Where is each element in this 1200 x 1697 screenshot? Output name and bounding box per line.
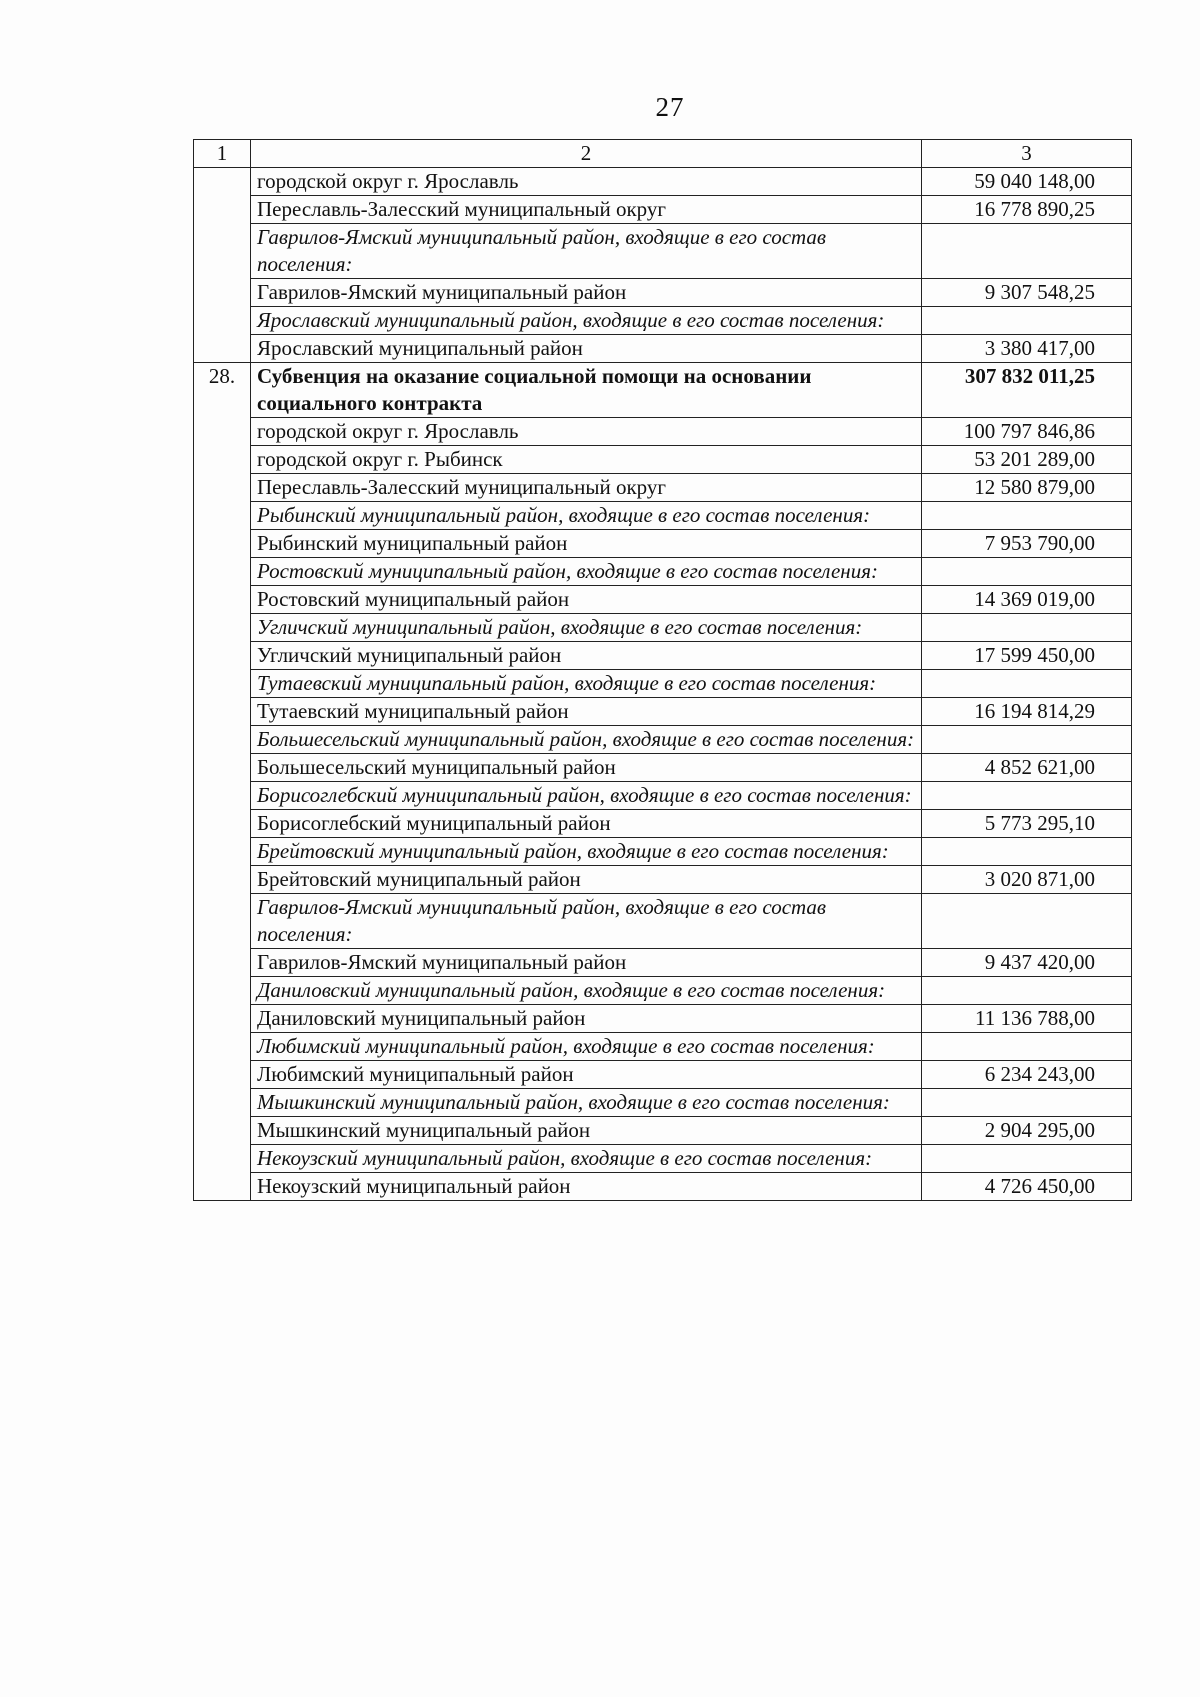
row-name: Тутаевский муниципальный район — [251, 698, 922, 726]
row-number — [194, 1089, 251, 1117]
row-amount: 4 852 621,00 — [922, 754, 1132, 782]
row-number: 28. — [194, 363, 251, 418]
row-amount — [922, 838, 1132, 866]
table-row — [194, 810, 1132, 838]
row-name: городской округ г. Ярославль — [251, 418, 922, 446]
row-name: Гаврилов-Ямский муниципальный район, входящие в его состав поселения: — [251, 224, 922, 279]
row-name: Борисоглебский муниципальный район, входящие в его состав поселения: — [251, 782, 922, 810]
row-number — [194, 279, 251, 307]
table-row — [194, 196, 1132, 224]
table-row — [194, 782, 1132, 810]
row-number — [194, 642, 251, 670]
row-name: Даниловский муниципальный район, входящие в его состав поселения: — [251, 977, 922, 1005]
row-name: Борисоглебский муниципальный район — [251, 810, 922, 838]
row-amount: 9 307 548,25 — [922, 279, 1132, 307]
row-amount: 2 904 295,00 — [922, 1117, 1132, 1145]
table-row — [194, 698, 1132, 726]
row-name: Тутаевский муниципальный район, входящие в его состав поселения: — [251, 670, 922, 698]
row-name: Переславль-Залесский муниципальный округ — [251, 196, 922, 224]
row-amount: 17 599 450,00 — [922, 642, 1132, 670]
row-amount: 59 040 148,00 — [922, 168, 1132, 196]
row-amount: 5 773 295,10 — [922, 810, 1132, 838]
table-row — [194, 670, 1132, 698]
row-name: Даниловский муниципальный район — [251, 1005, 922, 1033]
table-row — [194, 1005, 1132, 1033]
row-amount: 12 580 879,00 — [922, 474, 1132, 502]
row-amount — [922, 1033, 1132, 1061]
row-amount: 11 136 788,00 — [922, 1005, 1132, 1033]
row-amount: 100 797 846,86 — [922, 418, 1132, 446]
row-name: Мышкинский муниципальный район — [251, 1117, 922, 1145]
row-number — [194, 894, 251, 949]
table-row — [194, 363, 1132, 418]
row-name: городской округ г. Ярославль — [251, 168, 922, 196]
row-name: Брейтовский муниципальный район — [251, 866, 922, 894]
allocation-table — [193, 139, 1132, 1201]
table-row — [194, 1061, 1132, 1089]
table-row — [194, 502, 1132, 530]
row-number — [194, 224, 251, 279]
table-row — [194, 418, 1132, 446]
row-name: Некоузский муниципальный район — [251, 1173, 922, 1201]
row-number — [194, 307, 251, 335]
row-number — [194, 754, 251, 782]
row-number — [194, 586, 251, 614]
row-number — [194, 1145, 251, 1173]
table-row — [194, 977, 1132, 1005]
table-row — [194, 1089, 1132, 1117]
row-amount — [922, 614, 1132, 642]
row-name: Угличский муниципальный район, входящие в его состав поселения: — [251, 614, 922, 642]
row-amount: 7 953 790,00 — [922, 530, 1132, 558]
row-amount — [922, 894, 1132, 949]
row-name: Гаврилов-Ямский муниципальный район — [251, 279, 922, 307]
table-row — [194, 279, 1132, 307]
row-name: Угличский муниципальный район — [251, 642, 922, 670]
row-name: Субвенция на оказание социальной помощи на основании социального контракта — [251, 363, 922, 418]
row-amount — [922, 670, 1132, 698]
table-row — [194, 558, 1132, 586]
row-name: Ярославский муниципальный район, входящие в его состав поселения: — [251, 307, 922, 335]
row-amount — [922, 977, 1132, 1005]
table-row — [194, 866, 1132, 894]
row-number — [194, 866, 251, 894]
row-name: Рыбинский муниципальный район, входящие в его состав поселения: — [251, 502, 922, 530]
row-number — [194, 558, 251, 586]
table-row — [194, 1117, 1132, 1145]
row-amount: 6 234 243,00 — [922, 1061, 1132, 1089]
row-number — [194, 1173, 251, 1201]
row-amount — [922, 307, 1132, 335]
row-name: Любимский муниципальный район, входящие в его состав поселения: — [251, 1033, 922, 1061]
row-number — [194, 196, 251, 224]
row-number — [194, 502, 251, 530]
row-number — [194, 949, 251, 977]
table-row — [194, 1033, 1132, 1061]
header-col-3: 3 — [922, 140, 1132, 168]
row-number — [194, 782, 251, 810]
row-name: городской округ г. Рыбинск — [251, 446, 922, 474]
row-amount: 4 726 450,00 — [922, 1173, 1132, 1201]
table-row — [194, 530, 1132, 558]
row-number — [194, 335, 251, 363]
table-row — [194, 838, 1132, 866]
table-row — [194, 614, 1132, 642]
table-row — [194, 335, 1132, 363]
row-name: Гаврилов-Ямский муниципальный район, входящие в его состав поселения: — [251, 894, 922, 949]
row-amount: 307 832 011,25 — [922, 363, 1132, 418]
row-amount — [922, 558, 1132, 586]
row-number — [194, 670, 251, 698]
table-row — [194, 754, 1132, 782]
table-row — [194, 949, 1132, 977]
table-row — [194, 894, 1132, 949]
row-amount: 16 778 890,25 — [922, 196, 1132, 224]
table-row — [194, 1145, 1132, 1173]
row-amount: 16 194 814,29 — [922, 698, 1132, 726]
row-number — [194, 1061, 251, 1089]
table-row — [194, 586, 1132, 614]
page-number: 27 — [655, 92, 685, 122]
row-number — [194, 168, 251, 196]
row-name: Гаврилов-Ямский муниципальный район — [251, 949, 922, 977]
row-amount — [922, 502, 1132, 530]
row-name: Переславль-Залесский муниципальный округ — [251, 474, 922, 502]
table-row — [194, 168, 1132, 196]
row-number — [194, 1005, 251, 1033]
row-number — [194, 810, 251, 838]
row-amount: 9 437 420,00 — [922, 949, 1132, 977]
row-number — [194, 614, 251, 642]
row-name: Брейтовский муниципальный район, входящие в его состав поселения: — [251, 838, 922, 866]
row-name: Большесельский муниципальный район, входящие в его состав поселения: — [251, 726, 922, 754]
row-name: Ярославский муниципальный район — [251, 335, 922, 363]
row-number — [194, 1117, 251, 1145]
row-amount — [922, 782, 1132, 810]
row-name: Большесельский муниципальный район — [251, 754, 922, 782]
row-number — [194, 530, 251, 558]
table-row — [194, 307, 1132, 335]
row-name: Ростовский муниципальный район — [251, 586, 922, 614]
table-row — [194, 474, 1132, 502]
row-number — [194, 418, 251, 446]
row-name: Ростовский муниципальный район, входящие в его состав поселения: — [251, 558, 922, 586]
row-number — [194, 474, 251, 502]
row-number — [194, 977, 251, 1005]
table-row — [194, 224, 1132, 279]
table-header-row — [194, 140, 1132, 168]
row-amount: 53 201 289,00 — [922, 446, 1132, 474]
row-amount: 14 369 019,00 — [922, 586, 1132, 614]
row-amount — [922, 726, 1132, 754]
row-number — [194, 726, 251, 754]
header-col-1: 1 — [194, 140, 251, 168]
row-number — [194, 698, 251, 726]
row-amount: 3 020 871,00 — [922, 866, 1132, 894]
row-amount — [922, 1089, 1132, 1117]
row-amount — [922, 1145, 1132, 1173]
row-number — [194, 446, 251, 474]
row-amount: 3 380 417,00 — [922, 335, 1132, 363]
row-name: Мышкинский муниципальный район, входящие в его состав поселения: — [251, 1089, 922, 1117]
table-row — [194, 446, 1132, 474]
row-name: Рыбинский муниципальный район — [251, 530, 922, 558]
row-name: Некоузский муниципальный район, входящие в его состав поселения: — [251, 1145, 922, 1173]
row-amount — [922, 224, 1132, 279]
row-number — [194, 1033, 251, 1061]
table-row — [194, 1173, 1132, 1201]
table-row — [194, 726, 1132, 754]
header-col-2: 2 — [251, 140, 922, 168]
row-name: Любимский муниципальный район — [251, 1061, 922, 1089]
table-row — [194, 642, 1132, 670]
row-number — [194, 838, 251, 866]
